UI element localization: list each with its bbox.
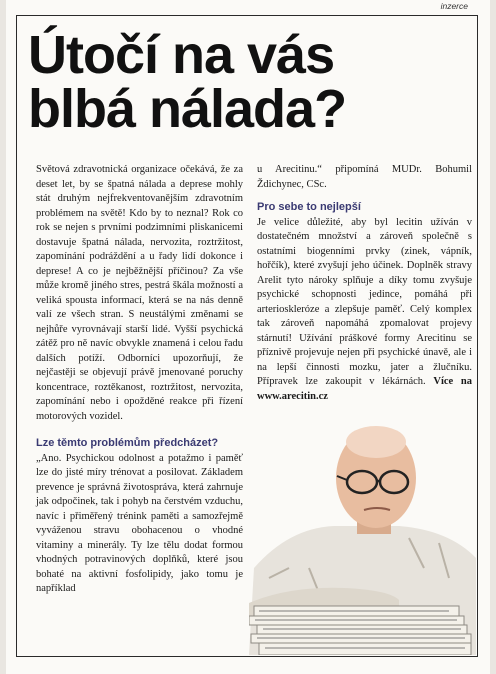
subheading-prevention: Lze těmto problémům předcházet? xyxy=(36,437,219,449)
quote-end-paragraph: u Arecitinu.“ připomíná MUDr. Bohumil Ždichynec, CSc. xyxy=(257,164,472,190)
prevention-paragraph: „Ano. Psychickou odolnost a potažmo i paměť lze do jisté míry trénovat a posilovat. Základem prevence je správná životospráva, která zahrnuje jak odpočinek, tak i pohyb na čerstvém vzduchu, navíc i přiměřený trénink paměti a samozřejmě vyváženou stravu obohacenou o vhodné vitaminy a minerály. Ty lze tělu dodat formou vhodných potravinových doplňků, které jsou bohaté na aktivní fosfolipidy, jako tomu je například xyxy=(36,452,243,594)
website-link[interactable]: Více na www.arecitin.cz xyxy=(257,376,472,402)
headline-line-2: blbá nálada? xyxy=(28,79,347,139)
intro-paragraph: Světová zdravotnická organizace očekává, že za deset let, by se špatná nálada a deprese mohly stát druhým nejfrekventovanějším zdravotním problémem na světě! Kdo by to neznal? Rok co rok se nejen s prvními podzimními pliskanicemi dostavuje špatná nálada, nervozita, roztržitost, zapomínání podráždění a u řady lidí dokonce i deprese! A co je nejběžnější příčinou? Za vše může kromě jiného stres, pestrá škála možností a veliká spousta informací, která se na nás denně valí ze všech stran. S neustálými změnami se nejhůře vyrovnávají starší lidé. Vyšší psychická zátěž pro ně navíc obvykle znamená i celou řadu dalších potíží. Odborníci upozorňují, že nejčastěji se objevují právě jmenované poruchy koncentrace, roztěkanost, roztržitost, nervozita, zapomínání nebo i opožděné reakce při řízení motorových vozidel. xyxy=(36,164,243,422)
product-text: Je velice důležité, aby byl lecitin užíván v dostatečném množství a zároveň společně s ostatními biogenními prvky (zinek, vápník, hořčík), které zvyšují jeho účinek. Doplněk stravy Arelit tyto nároky splňuje a díky tomu zvyšuje psychické schopnosti jedince, pomáhá při arterioskleróze a zlepšuje paměť. Celý komplex tak zároveň napomáhá zpomalovat projevy stárnutí! Užívání práškové formy Arecitinu se příznivě projevuje nejen při psychické únavě, ale i na lepší činnosti mozku, jater a žlučníku. Přípravek lze zakoupit v lékárnách. xyxy=(257,216,472,387)
right-column xyxy=(257,163,472,404)
newspaper-page xyxy=(6,0,490,674)
advert-label: inzerce xyxy=(440,1,468,11)
product-paragraph xyxy=(257,216,472,405)
headline xyxy=(28,25,468,139)
man-with-glasses-on-books-photo xyxy=(249,418,476,655)
left-column xyxy=(36,163,243,597)
headline-line-1: Útočí na vás xyxy=(28,25,335,85)
subheading-best: Pro sebe to nejlepší xyxy=(257,201,361,213)
